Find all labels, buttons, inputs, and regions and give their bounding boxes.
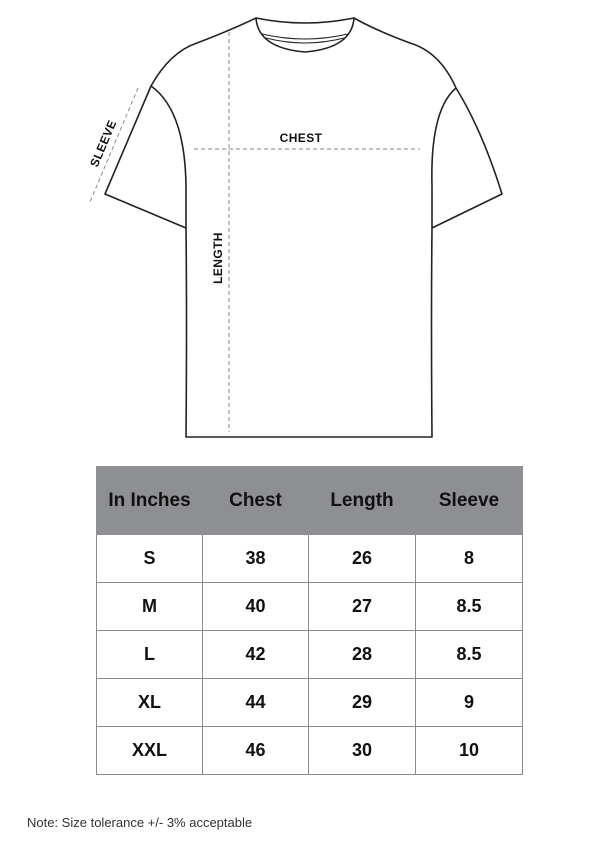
size-cell: S — [97, 535, 203, 583]
length-label: LENGTH — [211, 232, 225, 284]
size-cell: XXL — [97, 727, 203, 775]
chest-cell: 42 — [203, 631, 309, 679]
sleeve-cell: 8 — [416, 535, 523, 583]
header-sleeve: Sleeve — [416, 467, 523, 535]
table-header-row — [97, 467, 523, 535]
size-cell: XL — [97, 679, 203, 727]
size-cell: L — [97, 631, 203, 679]
table-row — [97, 583, 523, 631]
table-row — [97, 679, 523, 727]
sleeve-label: SLEEVE — [87, 117, 120, 170]
chest-cell: 38 — [203, 535, 309, 583]
table-row — [97, 631, 523, 679]
size-tolerance-note: Note: Size tolerance +/- 3% acceptable — [27, 815, 253, 830]
header-in-inches: In Inches — [97, 467, 203, 535]
size-cell: M — [97, 583, 203, 631]
header-chest: Chest — [203, 467, 309, 535]
size-chart-table — [96, 466, 523, 775]
sleeve-cell: 8.5 — [416, 583, 523, 631]
length-cell: 26 — [309, 535, 416, 583]
length-cell: 27 — [309, 583, 416, 631]
table-row — [97, 535, 523, 583]
length-cell: 29 — [309, 679, 416, 727]
chest-label: CHEST — [279, 131, 323, 145]
chest-cell: 40 — [203, 583, 309, 631]
sleeve-cell: 9 — [416, 679, 523, 727]
length-cell: 30 — [309, 727, 416, 775]
length-cell: 28 — [309, 631, 416, 679]
chest-cell: 46 — [203, 727, 309, 775]
header-length: Length — [309, 467, 416, 535]
tshirt-outline — [105, 18, 502, 437]
table-row — [97, 727, 523, 775]
chest-cell: 44 — [203, 679, 309, 727]
sleeve-cell: 10 — [416, 727, 523, 775]
sleeve-cell: 8.5 — [416, 631, 523, 679]
